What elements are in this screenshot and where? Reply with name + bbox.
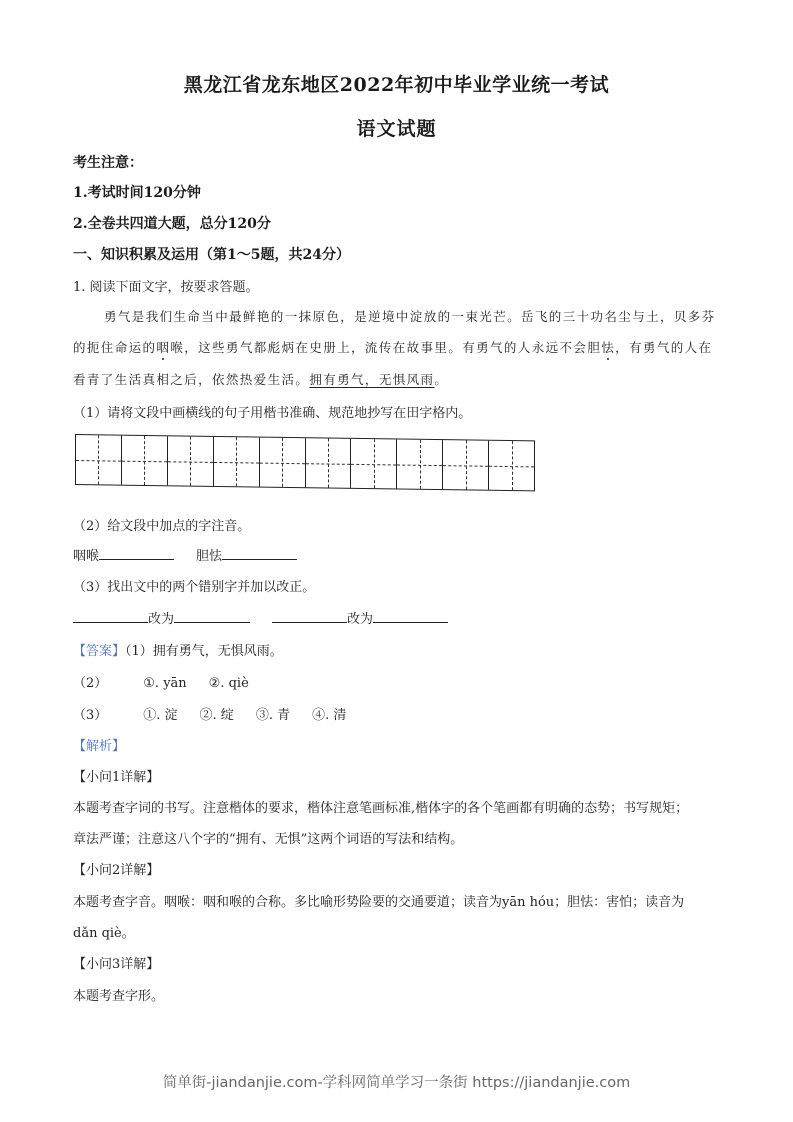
passage-line-2 [73, 338, 712, 356]
pinyin-blank-1[interactable] [99, 547, 174, 560]
pinyin-blank-2[interactable] [222, 547, 297, 560]
sub-question-1: （1）请将文段中画横线的句子用楷书准确、规范地抄写在田字格内。 [73, 406, 472, 421]
analysis-q1-heading: 【小问1详解】 [73, 770, 160, 785]
answer-3-item: ①. 淀 [143, 708, 178, 723]
answer-3-item: ③. 青 [255, 708, 291, 723]
sub-question-2: （2）给文段中加点的字注音。 [73, 519, 251, 534]
correct-char-blank-1[interactable] [174, 610, 250, 623]
wrong-char-blank-1[interactable] [73, 610, 148, 623]
notice-item-time: 1.考试时间120分钟 [73, 185, 201, 201]
answer-line-3 [73, 704, 346, 723]
analysis-q2-line-1: 本题考查字音。咽喉：咽和喉的合称。多比喻形势险要的交通要道；读音为yān hóu；胆怯：害怕；读音为 [73, 895, 685, 910]
wrong-char-blank-2[interactable] [272, 610, 347, 623]
answer-2-label: （2） [73, 676, 108, 691]
grid-cell[interactable] [489, 441, 534, 491]
answer-label: 【答案】 [73, 644, 126, 659]
grid-cell[interactable] [351, 439, 397, 489]
grid-cell[interactable] [76, 435, 122, 485]
passage-line-1: 勇气是我们生命当中最鲜艳的一抹原色，是逆境中淀放的一束光芒。岳飞的三十功名尘与土，贝多芬 [104, 309, 716, 324]
analysis-label: 【解析】 [73, 739, 126, 754]
answer-3-label: （3） [73, 708, 108, 723]
exam-subtitle: 语文试题 [356, 118, 437, 140]
grid-cell[interactable] [260, 438, 306, 488]
passage-line-3 [73, 370, 448, 388]
grid-cell[interactable] [443, 440, 489, 490]
answer-1: （1）拥有勇气，无惧风雨。 [125, 644, 283, 659]
passage-text: 。 [434, 372, 449, 387]
notice-heading: 考生注意： [73, 155, 143, 171]
passage-text: ，有勇气的人在 [615, 340, 713, 355]
word-danqie: 胆怯 [196, 549, 223, 564]
analysis-q2-heading: 【小问2详解】 [73, 863, 160, 878]
grid-cell[interactable] [306, 438, 352, 488]
grid-cell[interactable] [168, 436, 214, 486]
answer-line-1 [73, 640, 283, 659]
question-prompt: 1. 阅读下面文字，按要求答题。 [73, 280, 259, 295]
word-yanhou: 咽喉 [73, 549, 100, 564]
exam-title: 黑龙江省龙东地区2022年初中毕业学业统一考试 [183, 74, 610, 96]
pinyin-answer-line [73, 545, 297, 564]
analysis-q1-line-1: 本题考查字词的书写。注意楷体的要求，楷体注意笔画标准,楷体字的各个笔画都有明确的态势；书写规矩； [73, 801, 689, 816]
passage-text: 看青了生活真相之后，依然热爱生活。 [73, 372, 310, 387]
correct-char-blank-2[interactable] [373, 610, 448, 623]
analysis-q2-line-2: dǎn qiè。 [73, 926, 135, 941]
answer-2-item: ①. yān [143, 676, 187, 691]
change-to-label: 改为 [347, 612, 374, 627]
answer-line-2 [73, 672, 249, 691]
underlined-sentence: 拥有勇气，无惧风雨 [309, 372, 435, 387]
footer-watermark: 简单街-jiandanjie.com-学科网简单学习一条街 https://jiandanjie.com [162, 1075, 631, 1091]
grid-cell[interactable] [397, 440, 443, 490]
answer-3-item: ②. 绽 [199, 708, 234, 723]
grid-cell[interactable] [122, 436, 168, 486]
sub-question-3: （3）找出文中的两个错别字并加以改正。 [73, 580, 316, 595]
dotted-char-yan: 咽 [156, 340, 171, 355]
analysis-q3-heading: 【小问3详解】 [73, 957, 160, 972]
answer-3-item: ④. 清 [312, 708, 347, 723]
grid-cell[interactable] [214, 437, 260, 487]
dotted-char-qie: 怯 [601, 340, 616, 355]
correction-answer-line [73, 608, 448, 627]
analysis-q3-line-1: 本题考查字形。 [73, 989, 165, 1004]
section-heading: 一、知识积累及运用（第1～5题，共24分） [73, 247, 350, 263]
change-to-label: 改为 [148, 612, 175, 627]
passage-text: 喉，这些勇气都彪炳在史册上，流传在故事里。有勇气的人永远不会胆 [170, 340, 602, 355]
tianzige-writing-grid[interactable] [75, 434, 535, 491]
passage-text: 的扼住命运的 [73, 340, 157, 355]
answer-2-item: ②. qiè [208, 676, 249, 691]
notice-item-score: 2.全卷共四道大题，总分120分 [73, 216, 271, 232]
analysis-q1-line-2: 章法严谨；注意这八个字的“拥有、无惧”这两个词语的写法和结构。 [73, 832, 464, 847]
